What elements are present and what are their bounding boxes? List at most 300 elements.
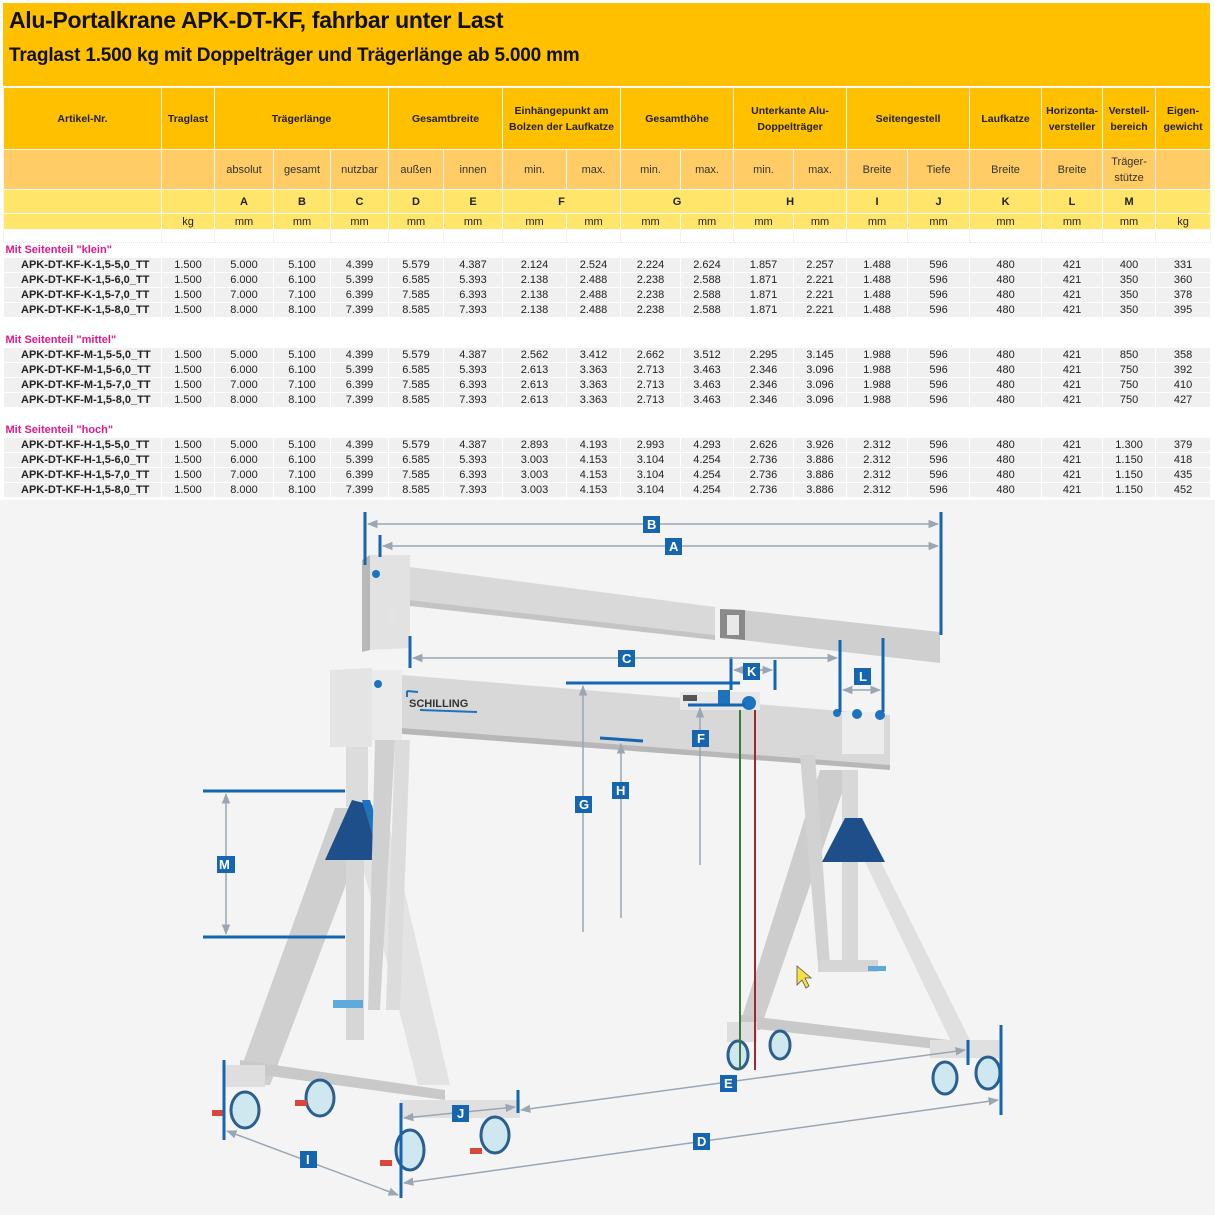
table-cell: 5.000: [215, 348, 274, 363]
letter-h: H: [734, 190, 847, 214]
sub-header: gesamt: [274, 150, 331, 190]
table-cell: 4.193: [567, 438, 621, 453]
table-cell: 2.588: [681, 288, 734, 303]
table-cell: 3.003: [503, 483, 567, 498]
table-cell: 350: [1103, 273, 1156, 288]
table-cell: 2.346: [734, 393, 794, 408]
svg-text:SCHILLING: SCHILLING: [409, 698, 469, 710]
table-cell: 2.488: [567, 273, 621, 288]
table-cell: 5.100: [274, 438, 331, 453]
table-cell: 1.488: [847, 273, 908, 288]
table-cell: 6.393: [444, 378, 503, 393]
dimension-label-k: [743, 663, 760, 680]
article-number: APK-DT-KF-M-1,5-7,0_TT: [4, 378, 162, 393]
table-cell: 3.104: [621, 468, 681, 483]
group-row: [4, 333, 1211, 348]
table-cell: 3.886: [794, 468, 847, 483]
table-cell: 4.387: [444, 438, 503, 453]
table-cell: 1.150: [1103, 483, 1156, 498]
sub-header: min.: [734, 150, 794, 190]
table-cell: 350: [1103, 288, 1156, 303]
table-cell: 1.500: [162, 438, 215, 453]
table-cell: 4.387: [444, 258, 503, 273]
table-cell: 435: [1156, 468, 1211, 483]
right-side-frame: [727, 755, 1000, 1094]
table-cell: 3.412: [567, 348, 621, 363]
table-cell: 596: [908, 453, 970, 468]
exploded-beam: [362, 555, 940, 663]
dimension-label-a: [665, 538, 682, 555]
letter-i: I: [847, 190, 908, 214]
table-cell: 427: [1156, 393, 1211, 408]
table-cell: 421: [1042, 273, 1103, 288]
svg-text:G: G: [579, 797, 590, 812]
sub-header: außen: [389, 150, 444, 190]
sub-header: innen: [444, 150, 503, 190]
table-cell: 2.736: [734, 453, 794, 468]
article-number: APK-DT-KF-H-1,5-7,0_TT: [4, 468, 162, 483]
table-cell: 5.399: [331, 453, 389, 468]
table-cell: 480: [970, 363, 1042, 378]
spec-table: [3, 87, 1211, 498]
table-cell: 1.500: [162, 378, 215, 393]
unit: [4, 214, 162, 230]
letter-j: J: [908, 190, 970, 214]
unit: mm: [681, 214, 734, 230]
table-cell: 7.393: [444, 303, 503, 318]
table-cell: 480: [970, 348, 1042, 363]
table-cell: 6.000: [215, 363, 274, 378]
table-cell: 1.871: [734, 273, 794, 288]
table-cell: 2.588: [681, 273, 734, 288]
svg-text:M: M: [219, 857, 230, 872]
article-number: APK-DT-KF-H-1,5-5,0_TT: [4, 438, 162, 453]
dimension-label-f: [692, 730, 709, 747]
unit: mm: [331, 214, 389, 230]
table-cell: 6.399: [331, 468, 389, 483]
table-cell: 480: [970, 453, 1042, 468]
svg-text:K: K: [747, 664, 757, 679]
table-cell: 2.713: [621, 378, 681, 393]
svg-text:B: B: [647, 517, 657, 532]
table-cell: 596: [908, 303, 970, 318]
svg-text:C: C: [622, 651, 632, 666]
table-cell: 7.100: [274, 288, 331, 303]
table-cell: 360: [1156, 273, 1211, 288]
col-header-laufkatze: Laufkatze: [970, 88, 1042, 150]
col-header-einhaengepunkt: Einhängepunkt am Bolzen der Laufkatze: [503, 88, 621, 150]
col-header-traglast: Traglast: [162, 88, 215, 150]
dimension-label-l: [854, 668, 871, 685]
table-cell: 3.886: [794, 483, 847, 498]
group-label: Mit Seitenteil "klein": [4, 243, 1211, 258]
group-row: [4, 423, 1211, 438]
table-cell: 421: [1042, 258, 1103, 273]
unit: mm: [1103, 214, 1156, 230]
col-header-artikel: Artikel-Nr.: [4, 88, 162, 150]
table-cell: 2.312: [847, 468, 908, 483]
table-cell: 2.238: [621, 303, 681, 318]
left-side-frame: [212, 740, 520, 1170]
table-cell: 3.096: [794, 363, 847, 378]
unit: mm: [908, 214, 970, 230]
letter-l: L: [1042, 190, 1103, 214]
table-cell: 2.488: [567, 288, 621, 303]
table-cell: 5.100: [274, 348, 331, 363]
table-cell: 3.096: [794, 378, 847, 393]
table-cell: 7.100: [274, 468, 331, 483]
sub-header: min.: [621, 150, 681, 190]
table-cell: 1.500: [162, 468, 215, 483]
table-cell: 4.153: [567, 468, 621, 483]
sub-header: Tiefe: [908, 150, 970, 190]
sub-header: min.: [503, 150, 567, 190]
table-cell: 3.145: [794, 348, 847, 363]
table-cell: 2.893: [503, 438, 567, 453]
table-cell: 480: [970, 378, 1042, 393]
table-cell: 2.221: [794, 273, 847, 288]
table-cell: 1.871: [734, 288, 794, 303]
dimension-label-g: [575, 796, 592, 813]
unit: mm: [794, 214, 847, 230]
table-cell: 596: [908, 483, 970, 498]
table-cell: 2.736: [734, 483, 794, 498]
table-cell: 421: [1042, 348, 1103, 363]
table-cell: 421: [1042, 378, 1103, 393]
table-cell: 1.500: [162, 273, 215, 288]
table-cell: 7.100: [274, 378, 331, 393]
table-cell: 421: [1042, 393, 1103, 408]
table-cell: 3.512: [681, 348, 734, 363]
table-cell: 2.613: [503, 378, 567, 393]
sub-header: max.: [681, 150, 734, 190]
table-cell: 4.293: [681, 438, 734, 453]
table-cell: 596: [908, 348, 970, 363]
table-cell: 1.500: [162, 453, 215, 468]
table-cell: 1.857: [734, 258, 794, 273]
dimension-label-c: [618, 650, 635, 667]
table-cell: 7.399: [331, 303, 389, 318]
dimension-label-m: [217, 856, 235, 873]
unit: mm: [567, 214, 621, 230]
table-cell: 1.500: [162, 258, 215, 273]
table-cell: 1.500: [162, 348, 215, 363]
col-header-traegerlaenge: Trägerlänge: [215, 88, 389, 150]
table-cell: 8.100: [274, 303, 331, 318]
table-cell: 750: [1103, 378, 1156, 393]
table-cell: 379: [1156, 438, 1211, 453]
table-cell: 1.488: [847, 288, 908, 303]
table-row: [4, 453, 1211, 468]
table-cell: 5.579: [389, 438, 444, 453]
table-cell: 7.393: [444, 393, 503, 408]
table-cell: 2.295: [734, 348, 794, 363]
table-cell: 8.100: [274, 393, 331, 408]
unit: mm: [970, 214, 1042, 230]
table-cell: 5.393: [444, 273, 503, 288]
header-row-units: [4, 214, 1211, 230]
group-label: Mit Seitenteil "mittel": [4, 333, 1211, 348]
table-cell: 3.104: [621, 483, 681, 498]
table-cell: 6.393: [444, 288, 503, 303]
sub-header: Breite: [1042, 150, 1103, 190]
table-cell: 7.399: [331, 483, 389, 498]
col-header-horizontalversteller: Horizonta-versteller: [1042, 88, 1103, 150]
letter-m: M: [1103, 190, 1156, 214]
table-cell: 7.000: [215, 468, 274, 483]
table-cell: 2.346: [734, 363, 794, 378]
table-cell: 8.000: [215, 303, 274, 318]
sub-header: Breite: [970, 150, 1042, 190]
table-cell: 421: [1042, 438, 1103, 453]
dimension-label-i: [300, 1151, 317, 1168]
svg-text:E: E: [724, 1076, 733, 1091]
table-cell: 7.585: [389, 288, 444, 303]
svg-text:H: H: [616, 783, 626, 798]
table-cell: 6.000: [215, 273, 274, 288]
table-cell: 2.221: [794, 303, 847, 318]
sub-header: max.: [794, 150, 847, 190]
table-cell: 1.500: [162, 363, 215, 378]
table-cell: 378: [1156, 288, 1211, 303]
table-cell: 3.463: [681, 378, 734, 393]
table-cell: 2.588: [681, 303, 734, 318]
table-cell: 3.104: [621, 453, 681, 468]
col-header-seitengestell: Seitengestell: [847, 88, 970, 150]
table-cell: 2.138: [503, 303, 567, 318]
table-cell: 3.363: [567, 378, 621, 393]
page-title: Alu-Portalkrane APK-DT-KF, fahrbar unter Last: [9, 7, 504, 33]
table-row: [4, 348, 1211, 363]
table-cell: 2.346: [734, 378, 794, 393]
sub-header: Träger-stütze: [1103, 150, 1156, 190]
table-cell: 596: [908, 468, 970, 483]
page-subtitle: Traglast 1.500 kg mit Doppelträger und Trägerlänge ab 5.000 mm: [9, 45, 580, 66]
table-cell: 1.500: [162, 483, 215, 498]
table-cell: 421: [1042, 468, 1103, 483]
table-cell: 480: [970, 273, 1042, 288]
table-cell: 410: [1156, 378, 1211, 393]
table-cell: 3.886: [794, 453, 847, 468]
table-cell: 1.500: [162, 288, 215, 303]
table-cell: 4.254: [681, 483, 734, 498]
table-cell: 5.393: [444, 453, 503, 468]
table-row: [4, 468, 1211, 483]
article-number: APK-DT-KF-H-1,5-6,0_TT: [4, 453, 162, 468]
table-cell: 2.993: [621, 438, 681, 453]
dimension-label-j: [452, 1105, 469, 1122]
article-number: APK-DT-KF-K-1,5-5,0_TT: [4, 258, 162, 273]
article-number: APK-DT-KF-M-1,5-5,0_TT: [4, 348, 162, 363]
table-cell: 331: [1156, 258, 1211, 273]
table-cell: 5.393: [444, 363, 503, 378]
table-cell: 1.988: [847, 393, 908, 408]
table-cell: 5.000: [215, 258, 274, 273]
table-cell: 5.399: [331, 273, 389, 288]
sub-header: [162, 150, 215, 190]
table-cell: 7.393: [444, 483, 503, 498]
table-cell: 2.124: [503, 258, 567, 273]
letter-e: E: [444, 190, 503, 214]
table-cell: 4.399: [331, 258, 389, 273]
sub-header: nutzbar: [331, 150, 389, 190]
table-cell: 3.096: [794, 393, 847, 408]
table-cell: 4.153: [567, 483, 621, 498]
table-cell: 1.150: [1103, 468, 1156, 483]
table-cell: 1.150: [1103, 453, 1156, 468]
dimension-label-e: [720, 1075, 737, 1092]
col-header-eigengewicht: Eigen-gewicht: [1156, 88, 1211, 150]
table-row: [4, 258, 1211, 273]
table-cell: 1.988: [847, 348, 908, 363]
table-cell: 7.000: [215, 378, 274, 393]
table-cell: 5.579: [389, 258, 444, 273]
unit: mm: [1042, 214, 1103, 230]
table-cell: 3.363: [567, 393, 621, 408]
svg-text:F: F: [697, 731, 705, 746]
table-cell: 421: [1042, 288, 1103, 303]
table-cell: 6.100: [274, 273, 331, 288]
table-cell: 3.003: [503, 468, 567, 483]
col-header-gesamthoehe: Gesamthöhe: [621, 88, 734, 150]
table-cell: 7.585: [389, 468, 444, 483]
unit: mm: [215, 214, 274, 230]
table-cell: 400: [1103, 258, 1156, 273]
table-cell: 421: [1042, 303, 1103, 318]
title-banner: [3, 3, 1210, 86]
unit: mm: [847, 214, 908, 230]
article-number: APK-DT-KF-K-1,5-8,0_TT: [4, 303, 162, 318]
table-cell: 8.585: [389, 483, 444, 498]
table-cell: 1.500: [162, 303, 215, 318]
table-cell: 6.000: [215, 453, 274, 468]
table-cell: 4.153: [567, 453, 621, 468]
group-label: Mit Seitenteil "hoch": [4, 423, 1211, 438]
table-cell: 2.224: [621, 258, 681, 273]
table-cell: 2.662: [621, 348, 681, 363]
table-cell: 8.100: [274, 483, 331, 498]
table-cell: 3.363: [567, 363, 621, 378]
table-cell: 421: [1042, 453, 1103, 468]
letter-g: G: [621, 190, 734, 214]
table-cell: 480: [970, 393, 1042, 408]
table-cell: 8.585: [389, 303, 444, 318]
mouse-cursor-icon: [797, 966, 811, 988]
table-cell: 5.399: [331, 363, 389, 378]
table-cell: 5.579: [389, 348, 444, 363]
table-cell: 2.257: [794, 258, 847, 273]
table-cell: 7.585: [389, 378, 444, 393]
dimension-label-d: [693, 1133, 710, 1150]
svg-text:I: I: [306, 1152, 310, 1167]
table-cell: 6.393: [444, 468, 503, 483]
table-cell: 750: [1103, 393, 1156, 408]
table-cell: 2.626: [734, 438, 794, 453]
table-cell: 480: [970, 288, 1042, 303]
table-cell: 2.613: [503, 393, 567, 408]
table-cell: 480: [970, 483, 1042, 498]
svg-text:A: A: [669, 539, 679, 554]
unit: mm: [503, 214, 567, 230]
table-cell: 421: [1042, 363, 1103, 378]
table-cell: 480: [970, 438, 1042, 453]
article-number: APK-DT-KF-K-1,5-7,0_TT: [4, 288, 162, 303]
table-row: [4, 288, 1211, 303]
table-cell: 6.585: [389, 363, 444, 378]
table-row: [4, 438, 1211, 453]
table-cell: 596: [908, 393, 970, 408]
table-cell: 4.254: [681, 468, 734, 483]
table-cell: 421: [1042, 483, 1103, 498]
table-row: [4, 273, 1211, 288]
svg-text:J: J: [457, 1106, 465, 1121]
sub-header: [4, 150, 162, 190]
table-cell: 1.300: [1103, 438, 1156, 453]
unit: mm: [621, 214, 681, 230]
dimension-label-b: [643, 516, 660, 533]
table-cell: 2.613: [503, 363, 567, 378]
table-cell: 3.926: [794, 438, 847, 453]
sub-header: Breite: [847, 150, 908, 190]
table-cell: 1.988: [847, 363, 908, 378]
letter-f: F: [503, 190, 621, 214]
col-header-verstellbereich: Verstell-bereich: [1103, 88, 1156, 150]
article-number: APK-DT-KF-M-1,5-6,0_TT: [4, 363, 162, 378]
col-header-gesamtbreite: Gesamtbreite: [389, 88, 503, 150]
table-cell: 1.488: [847, 303, 908, 318]
spec-table-body: [4, 243, 1211, 498]
table-cell: 750: [1103, 363, 1156, 378]
unit: kg: [162, 214, 215, 230]
table-cell: 1.988: [847, 378, 908, 393]
table-cell: 596: [908, 288, 970, 303]
unit: mm: [389, 214, 444, 230]
table-cell: 596: [908, 273, 970, 288]
letter-k: K: [970, 190, 1042, 214]
table-cell: 2.713: [621, 393, 681, 408]
letter-c: C: [331, 190, 389, 214]
table-cell: 452: [1156, 483, 1211, 498]
table-cell: 2.488: [567, 303, 621, 318]
table-cell: 4.399: [331, 438, 389, 453]
table-cell: 350: [1103, 303, 1156, 318]
sub-header: max.: [567, 150, 621, 190]
table-cell: 2.312: [847, 453, 908, 468]
table-cell: 5.000: [215, 438, 274, 453]
table-cell: 6.585: [389, 273, 444, 288]
gantry-crane-diagram: [0, 500, 1215, 1215]
table-cell: 2.713: [621, 363, 681, 378]
letter-d: D: [389, 190, 444, 214]
table-cell: 2.138: [503, 273, 567, 288]
table-cell: 480: [970, 258, 1042, 273]
svg-text:D: D: [697, 1134, 707, 1149]
col-header-unterkante: Unterkante Alu-Doppelträger: [734, 88, 847, 150]
table-cell: 1.871: [734, 303, 794, 318]
table-cell: 480: [970, 468, 1042, 483]
table-cell: 395: [1156, 303, 1211, 318]
table-cell: 2.524: [567, 258, 621, 273]
table-cell: 8.000: [215, 483, 274, 498]
table-cell: 2.736: [734, 468, 794, 483]
header-row-letters: [4, 190, 1211, 214]
table-cell: 7.399: [331, 393, 389, 408]
table-cell: 596: [908, 378, 970, 393]
table-cell: 6.100: [274, 363, 331, 378]
header-row-groups: [4, 88, 1211, 150]
article-number: APK-DT-KF-K-1,5-6,0_TT: [4, 273, 162, 288]
sub-header: absolut: [215, 150, 274, 190]
